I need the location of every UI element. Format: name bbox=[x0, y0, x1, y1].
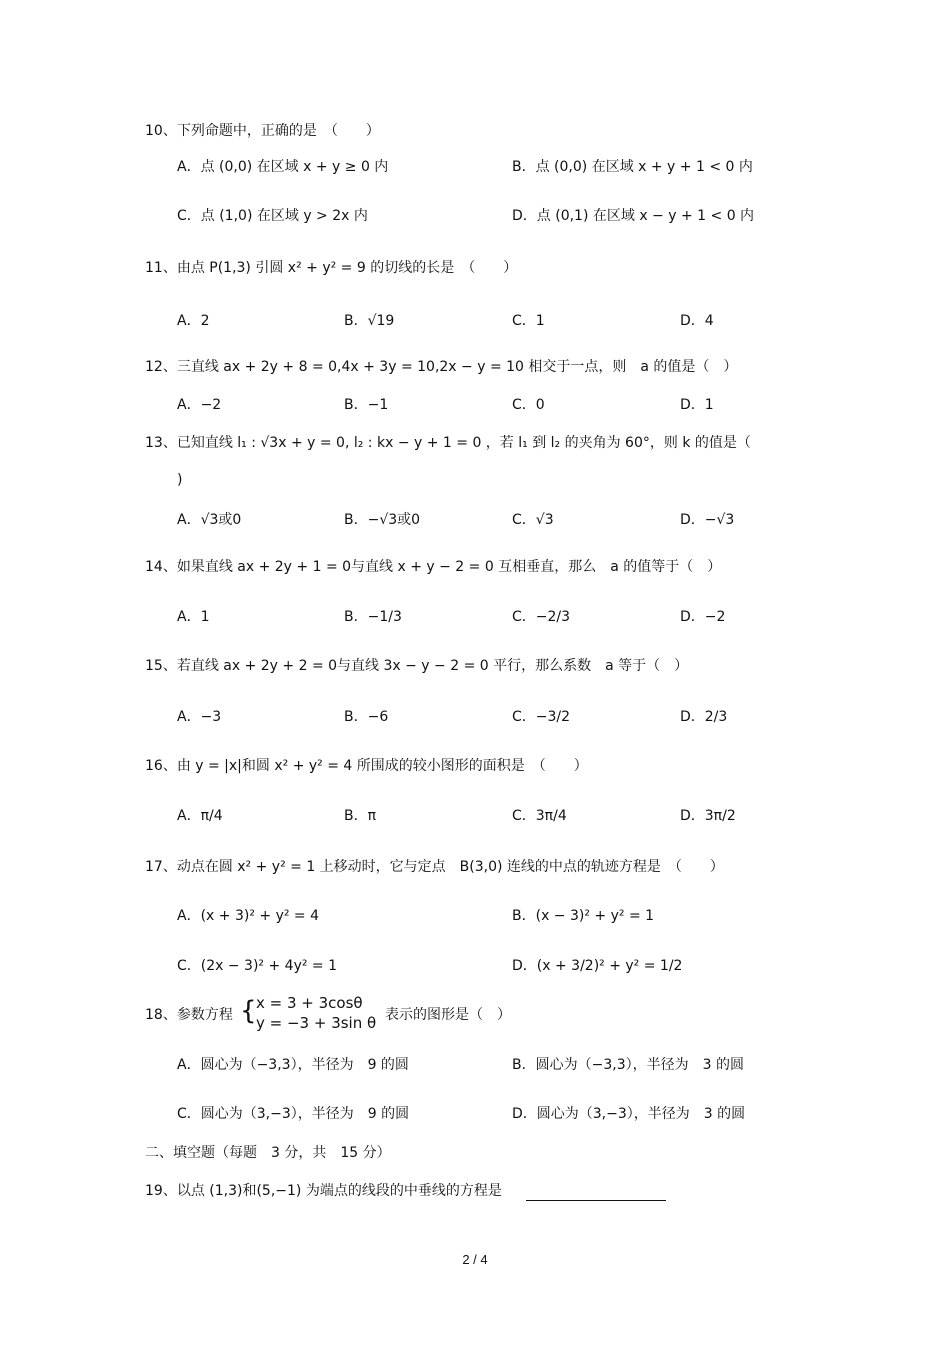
q14-option-a: A．1 bbox=[177, 609, 210, 625]
q15-option-b: B．−6 bbox=[344, 709, 389, 725]
q14-option-c: C．−2/3 bbox=[512, 609, 571, 625]
q13-option-d: D．−√3 bbox=[680, 512, 735, 528]
q18-option-a: A．圆心为（−3,3），半径为 9 的圆 bbox=[177, 1057, 409, 1073]
question-15-stem: 15、若直线 ax + 2y + 2 = 0与直线 3x − y − 2 = 0 平行，那么系数 a 等于（ ） bbox=[145, 658, 689, 674]
q14-option-b: B．−1/3 bbox=[344, 609, 402, 625]
section-2-heading: 二、填空题（每题 3 分，共 15 分） bbox=[145, 1145, 391, 1161]
q11-option-d: D．4 bbox=[680, 313, 714, 329]
q16-option-b: B．π bbox=[344, 808, 377, 824]
system-brace-icon: { bbox=[240, 996, 257, 1026]
question-11-stem: 11、由点 P(1,3) 引圆 x² + y² = 9 的切线的长是 （ ） bbox=[145, 260, 518, 276]
question-12-stem: 12、三直线 ax + 2y + 8 = 0,4x + 3y = 10,2x − y = 10 相交于一点，则 a 的值是（ ） bbox=[145, 359, 738, 375]
q16-option-d: D．3π/2 bbox=[680, 808, 736, 824]
q10-option-b: B．点 (0,0) 在区域 x + y + 1 < 0 内 bbox=[512, 159, 753, 175]
q17-option-d: D．(x + 3/2)² + y² = 1/2 bbox=[512, 958, 683, 974]
q18-option-c: C．圆心为（3,−3），半径为 9 的圆 bbox=[177, 1106, 410, 1122]
q12-option-a: A．−2 bbox=[177, 397, 222, 413]
answer-blank[interactable] bbox=[526, 1184, 666, 1201]
q15-option-d: D．2/3 bbox=[680, 709, 728, 725]
page-number: 2 / 4 bbox=[462, 1252, 488, 1267]
question-16-stem: 16、由 y = |x|和圆 x² + y² = 4 所围成的较小图形的面积是 （ ） bbox=[145, 758, 588, 774]
q15-option-a: A．−3 bbox=[177, 709, 222, 725]
question-18-stem-suffix: 表示的图形是（ ） bbox=[385, 1007, 511, 1023]
q12-option-d: D．1 bbox=[680, 397, 714, 413]
q16-option-c: C．3π/4 bbox=[512, 808, 567, 824]
q14-option-d: D．−2 bbox=[680, 609, 726, 625]
q13-option-b: B．−√3或0 bbox=[344, 512, 421, 528]
q17-option-c: C．(2x − 3)² + 4y² = 1 bbox=[177, 958, 338, 974]
q18-option-d: D．圆心为（3,−3），半径为 3 的圆 bbox=[512, 1106, 746, 1122]
question-13-stem: 13、已知直线 l₁ : √3x + y = 0, l₂ : kx − y + 1 = 0 ，若 l₁ 到 l₂ 的夹角为 60°，则 k 的值是（ bbox=[145, 435, 751, 451]
question-18-stem-prefix: 18、参数方程 bbox=[145, 1007, 233, 1023]
question-19-stem: 19、以点 (1,3)和(5,−1) 为端点的线段的中垂线的方程是 bbox=[145, 1183, 502, 1199]
equation-y: y = −3 + 3sin θ bbox=[256, 1014, 377, 1032]
q11-option-b: B．√19 bbox=[344, 313, 395, 329]
q10-option-c: C．点 (1,0) 在区域 y > 2x 内 bbox=[177, 208, 368, 224]
question-10-stem: 10、下列命题中，正确的是 （ ） bbox=[145, 123, 380, 139]
q12-option-b: B．−1 bbox=[344, 397, 389, 413]
q11-option-a: A．2 bbox=[177, 313, 210, 329]
q10-option-d: D．点 (0,1) 在区域 x − y + 1 < 0 内 bbox=[512, 208, 755, 224]
q18-option-b: B．圆心为（−3,3），半径为 3 的圆 bbox=[512, 1057, 744, 1073]
question-13-stem-closing: ) bbox=[177, 472, 183, 488]
q16-option-a: A．π/4 bbox=[177, 808, 223, 824]
q13-option-c: C．√3 bbox=[512, 512, 554, 528]
q15-option-c: C．−3/2 bbox=[512, 709, 571, 725]
q17-option-b: B．(x − 3)² + y² = 1 bbox=[512, 908, 655, 924]
q11-option-c: C．1 bbox=[512, 313, 545, 329]
question-14-stem: 14、如果直线 ax + 2y + 1 = 0与直线 x + y − 2 = 0 互相垂直，那么 a 的值等于（ ） bbox=[145, 559, 722, 575]
question-17-stem: 17、动点在圆 x² + y² = 1 上移动时，它与定点 B(3,0) 连线的中点的轨迹方程是 （ ） bbox=[145, 859, 724, 875]
equation-x: x = 3 + 3cosθ bbox=[256, 994, 363, 1012]
q12-option-c: C．0 bbox=[512, 397, 545, 413]
q10-option-a: A．点 (0,0) 在区域 x + y ≥ 0 内 bbox=[177, 159, 389, 175]
question-19 bbox=[145, 1181, 666, 1201]
q13-option-a: A．√3或0 bbox=[177, 512, 242, 528]
q17-option-a: A．(x + 3)² + y² = 4 bbox=[177, 908, 320, 924]
